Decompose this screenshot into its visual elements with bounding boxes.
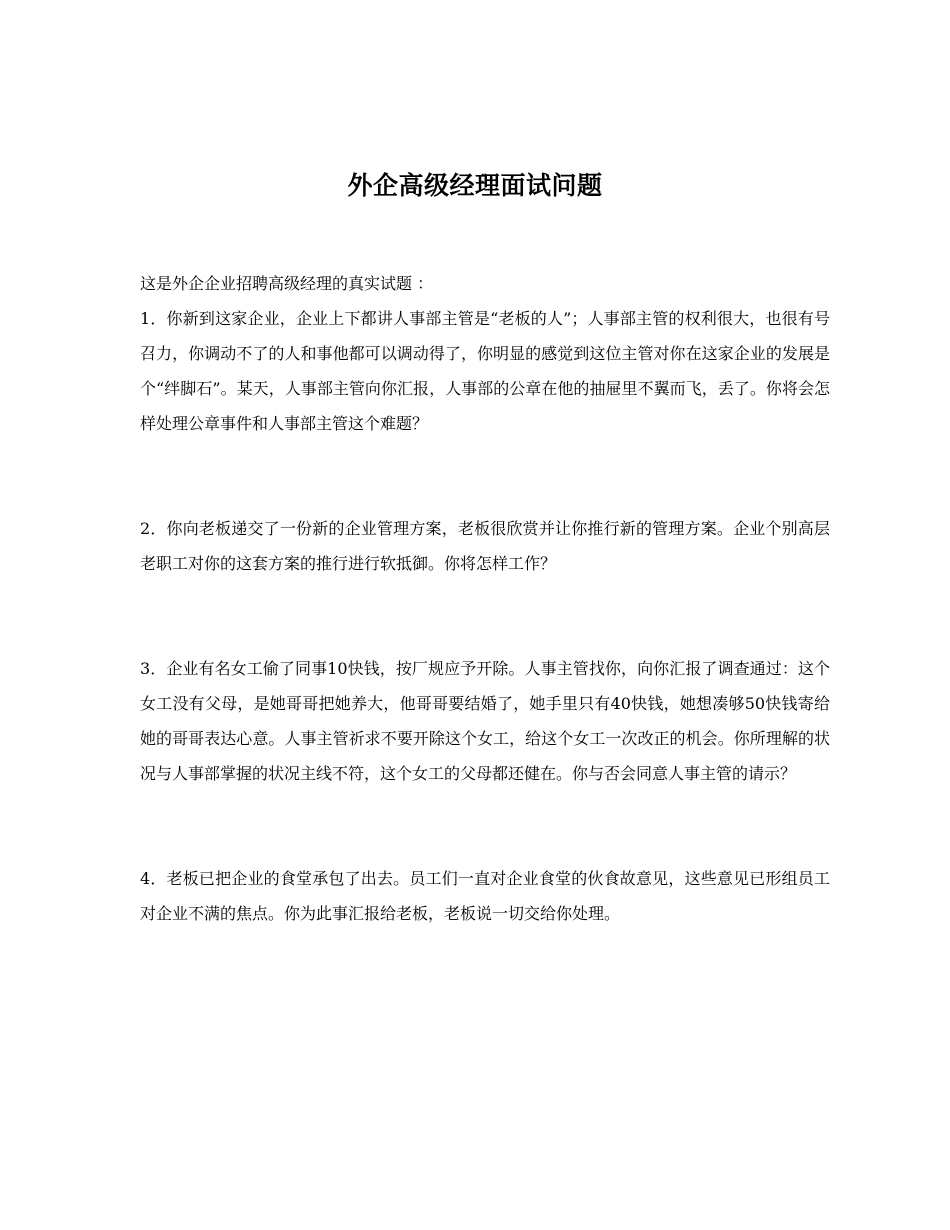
question-3: 3．企业有名女工偷了同事10快钱，按厂规应予开除。人事主管找你，向你汇报了调查通过：这个女工没有父母，是她哥哥把她养大，他哥哥要结婚了，她手里只有40快钱，她想凑够50快钱寄给她的哥哥表达心意。人事主管祈求不要开除这个女工，给这个女工一次改正的机会。你所理解的状况与人事部掌握的状况主线不符，这个女工的父母都还健在。你与否会同意人事主管的请示？ bbox=[140, 659, 830, 783]
question-2: 2．你向老板递交了一份新的企业管理方案，老板很欣赏并让你推行新的管理方案。企业个别高层老职工对你的这套方案的推行进行软抵御。你将怎样工作？ bbox=[140, 519, 830, 573]
paragraph-spacer bbox=[140, 791, 830, 861]
question-4: 4．老板已把企业的食堂承包了出去。员工们一直对企业食堂的伙食故意见，这些意见已形组员工对企业不满的焦点。你为此事汇报给老板，老板说一切交给你处理。 bbox=[140, 869, 830, 923]
document-body bbox=[140, 266, 830, 931]
intro-paragraph: 这是外企企业招聘高级经理的真实试题 ： bbox=[140, 274, 434, 293]
paragraph-spacer bbox=[140, 441, 830, 511]
question-1: 1．你新到这家企业，企业上下都讲人事部主管是“老板的人”；人事部主管的权利很大，也很有号召力，你调动不了的人和事他都可以调动得了，你明显的感觉到这位主管对你在这家企业的发展是个“绊脚石”。某天，人事部主管向你汇报，人事部的公章在他的抽屉里不翼而飞，丢了。你将会怎样处理公章事件和人事部主管这个难题？ bbox=[140, 309, 830, 433]
document-title: 外企高级经理面试问题 bbox=[347, 171, 603, 200]
paragraph-spacer bbox=[140, 581, 830, 651]
